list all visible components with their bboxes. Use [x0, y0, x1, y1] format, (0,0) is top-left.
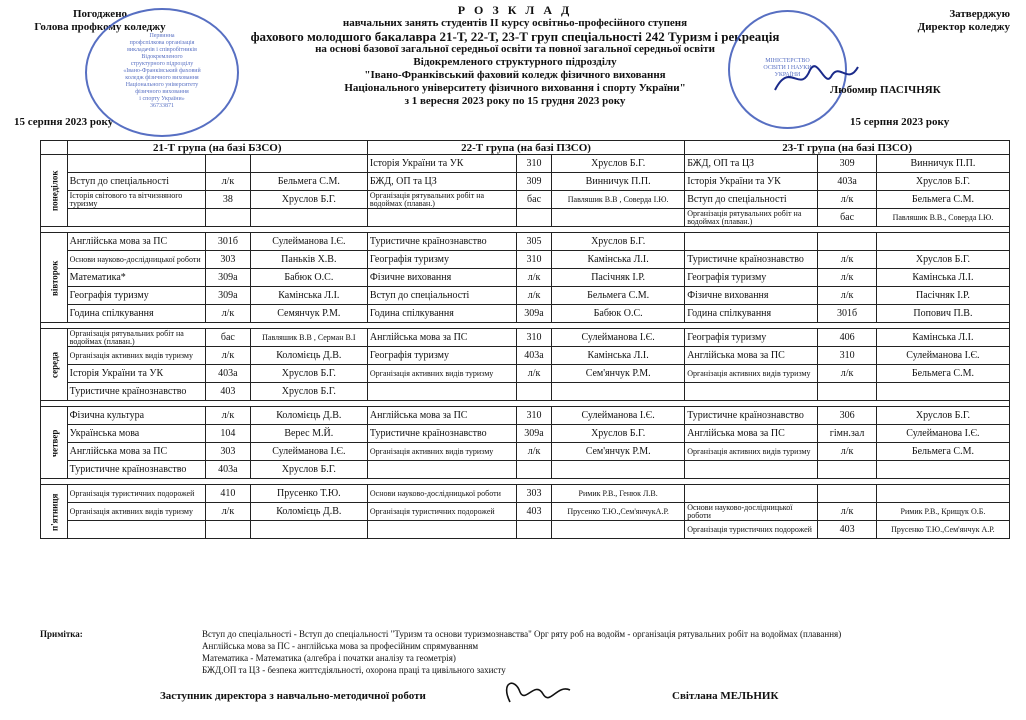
table-row: [41, 269, 1010, 287]
table-row: [41, 461, 1010, 479]
teacher-cell: Сулейманова І.Є.: [250, 233, 367, 251]
room-cell: 310: [516, 329, 551, 347]
teacher-cell: Паньків Х.В.: [250, 251, 367, 269]
teacher-cell: Бельмега С.М.: [552, 287, 685, 305]
teacher-cell: Бельмега С.М.: [876, 443, 1009, 461]
teacher-cell: Хруслов Б.Г.: [250, 191, 367, 209]
room-cell: 410: [206, 485, 251, 503]
teacher-cell: Хруслов Б.Г.: [250, 383, 367, 401]
teacher-cell: Винничук П.П.: [552, 173, 685, 191]
room-cell: 305: [516, 233, 551, 251]
room-cell: 309а: [516, 305, 551, 323]
subtitle-1: навчальних занять студентів II курсу освітньо-професійного ступеня: [342, 17, 688, 29]
subject-cell: [685, 383, 818, 401]
subject-cell: Туристичне країнознавство: [67, 461, 205, 479]
stamp-line: викладачів і співробітників: [127, 46, 197, 53]
subject-cell: [67, 521, 205, 539]
stamp-line: Первинна: [149, 32, 175, 39]
table-row: [41, 365, 1010, 383]
subject-cell: Основи науково-дослідницької роботи: [685, 503, 818, 521]
subject-cell: Географія туризму: [367, 251, 516, 269]
teacher-cell: Попович П.В.: [876, 305, 1009, 323]
subject-cell: Вступ до спеціальності: [67, 173, 205, 191]
teacher-cell: Камінська Л.І.: [876, 329, 1009, 347]
room-cell: 403а: [516, 347, 551, 365]
teacher-cell: Камінська Л.І.: [552, 251, 685, 269]
room-cell: 406: [818, 329, 877, 347]
teacher-cell: Бабюк О.С.: [552, 305, 685, 323]
stamp-line: і спорту України»: [139, 95, 185, 102]
teacher-cell: Хруслов Б.Г.: [876, 407, 1009, 425]
approval-left-line1: Погоджено: [72, 8, 128, 20]
college-stamp-text: МІНІСТЕРСТВО ОСВІТИ І НАУКИ УКРАЇНИ: [763, 58, 812, 78]
teacher-cell: Римик Р.В., Крищук О.Б.: [876, 503, 1009, 521]
teacher-cell: Сулейманова І.Є.: [876, 347, 1009, 365]
room-cell: бас: [818, 209, 877, 227]
note-line: Вступ до спеціальності - Вступ до спеціальності "Туризм та основи туризмознавства" Орг ряту роб на водойм - організація рятувальних робіт на водоймах (плавання): [202, 629, 842, 639]
room-cell: [516, 209, 551, 227]
room-cell: 310: [516, 407, 551, 425]
room-cell: 309: [516, 173, 551, 191]
room-cell: [516, 461, 551, 479]
table-row: [41, 191, 1010, 209]
stamp-line: 36733871: [150, 102, 174, 109]
teacher-cell: [552, 209, 685, 227]
subject-cell: Історія світового та вітчизняного туризму: [67, 191, 205, 209]
subject-cell: Англійська мова за ПС: [67, 233, 205, 251]
table-row: [41, 209, 1010, 227]
subject-cell: Вступ до спеціальності: [367, 287, 516, 305]
room-cell: л/к: [206, 173, 251, 191]
teacher-cell: Павляшик В.В , Серман В.І: [250, 329, 367, 347]
day-label: понеділок: [41, 155, 68, 227]
teacher-cell: Пасічняк І.Р.: [552, 269, 685, 287]
subject-cell: [67, 155, 205, 173]
teacher-cell: Верес М.Й.: [250, 425, 367, 443]
day-label: вівторок: [41, 233, 68, 323]
room-cell: гімн.зал: [818, 425, 877, 443]
teacher-cell: Сулейманова І.Є.: [552, 407, 685, 425]
room-cell: [206, 209, 251, 227]
room-cell: [516, 521, 551, 539]
subject-cell: Організація активних видів туризму: [67, 347, 205, 365]
room-cell: л/к: [516, 365, 551, 383]
subject-cell: Математика*: [67, 269, 205, 287]
room-cell: л/к: [818, 287, 877, 305]
subject-cell: Організація рятувальних робіт на водоймах (плаван.): [685, 209, 818, 227]
teacher-cell: [552, 383, 685, 401]
subject-cell: Англійська мова за ПС: [67, 443, 205, 461]
teacher-cell: Хруслов Б.Г.: [250, 365, 367, 383]
room-cell: 310: [516, 251, 551, 269]
room-cell: л/к: [818, 191, 877, 209]
room-cell: 38: [206, 191, 251, 209]
table-row: [41, 233, 1010, 251]
table-row: [41, 521, 1010, 539]
subject-cell: Англійська мова за ПС: [367, 329, 516, 347]
table-row: [41, 305, 1010, 323]
teacher-cell: [250, 209, 367, 227]
room-cell: бас: [516, 191, 551, 209]
teacher-cell: Павляшик В.В., Соверда І.Ю.: [876, 209, 1009, 227]
subject-cell: Англійська мова за ПС: [367, 407, 516, 425]
room-cell: л/к: [818, 443, 877, 461]
subject-cell: БЖД, ОП та ЦЗ: [685, 155, 818, 173]
subject-cell: Година спілкування: [67, 305, 205, 323]
room-cell: [818, 233, 877, 251]
teacher-cell: Бабюк О.С.: [250, 269, 367, 287]
teacher-cell: Сем'янчук Р.М.: [552, 443, 685, 461]
subject-cell: Англійська мова за ПС: [685, 347, 818, 365]
subtitle-6: Національного університету фізичного виховання і спорту України": [344, 82, 686, 94]
subject-cell: Основи науково-дослідницької роботи: [367, 485, 516, 503]
teacher-cell: Камінська Л.І.: [876, 269, 1009, 287]
subject-cell: Година спілкування: [685, 305, 818, 323]
subject-cell: Українська мова: [67, 425, 205, 443]
room-cell: л/к: [818, 365, 877, 383]
day-label: четвер: [41, 407, 68, 479]
subject-cell: Вступ до спеціальності: [685, 191, 818, 209]
teacher-cell: Хруслов Б.Г.: [876, 251, 1009, 269]
teacher-cell: [250, 521, 367, 539]
room-cell: 403а: [206, 461, 251, 479]
room-cell: 104: [206, 425, 251, 443]
room-cell: л/к: [516, 443, 551, 461]
subject-cell: Фізичне виховання: [367, 269, 516, 287]
subject-cell: Організація активних видів туризму: [685, 365, 818, 383]
teacher-cell: Павляшик В.В , Соверда І.Ю.: [552, 191, 685, 209]
teacher-cell: Хруслов Б.Г.: [250, 461, 367, 479]
room-cell: л/к: [206, 305, 251, 323]
subject-cell: Історія України та УК: [367, 155, 516, 173]
stamp-line: фізичного виховання: [135, 88, 189, 95]
room-cell: 303: [206, 251, 251, 269]
teacher-cell: Сулейманова І.Є.: [876, 425, 1009, 443]
teacher-cell: Коломієць Д.В.: [250, 347, 367, 365]
teacher-cell: Прусенко Т.Ю.: [250, 485, 367, 503]
subject-cell: Туристичне країнознавство: [685, 251, 818, 269]
subject-cell: Організація активних видів туризму: [67, 503, 205, 521]
table-row: [41, 503, 1010, 521]
room-cell: л/к: [818, 269, 877, 287]
room-cell: 303: [206, 443, 251, 461]
director-name: Любомир ПАСІЧНЯК: [830, 84, 941, 96]
teacher-cell: Сулейманова І.Є.: [552, 329, 685, 347]
day-label: середа: [41, 329, 68, 401]
room-cell: л/к: [516, 287, 551, 305]
teacher-cell: [876, 383, 1009, 401]
subject-cell: Година спілкування: [367, 305, 516, 323]
teacher-cell: Хруслов Б.Г.: [552, 233, 685, 251]
room-cell: 403а: [206, 365, 251, 383]
table-row: [41, 287, 1010, 305]
teacher-cell: Коломієць Д.В.: [250, 503, 367, 521]
teacher-cell: Бельмега С.М.: [876, 365, 1009, 383]
subject-cell: БЖД, ОП та ЦЗ: [367, 173, 516, 191]
teacher-cell: Прусенко Т.Ю.,Сем'янчукА.Р.: [552, 503, 685, 521]
subject-cell: Туристичне країнознавство: [367, 233, 516, 251]
room-cell: 301б: [206, 233, 251, 251]
schedule-table: [40, 140, 1010, 539]
subject-cell: [367, 383, 516, 401]
subtitle-4: Відокремленого структурного підрозділу: [413, 56, 617, 68]
teacher-cell: [876, 485, 1009, 503]
group-header-22t: 22-Т група (на базі ПЗСО): [367, 141, 684, 155]
subtitle-5: "Івано-Франківський фаховий коледж фізичного виховання: [364, 69, 666, 81]
subject-cell: Географія туризму: [685, 269, 818, 287]
note-line: Математика - Математика (алгебра і початки аналізу та геометрія): [202, 653, 456, 663]
room-cell: 306: [818, 407, 877, 425]
teacher-cell: Семянчук Р.М.: [250, 305, 367, 323]
subject-cell: Англійська мова за ПС: [685, 425, 818, 443]
table-row: [41, 383, 1010, 401]
room-cell: 403: [818, 521, 877, 539]
teacher-cell: [250, 155, 367, 173]
room-cell: 309: [818, 155, 877, 173]
stamp-line: профспілкова організація: [129, 39, 195, 46]
room-cell: 303: [516, 485, 551, 503]
teacher-cell: [876, 461, 1009, 479]
subject-cell: Організація рятувальних робіт на водоймах (плаван.): [67, 329, 205, 347]
room-cell: бас: [206, 329, 251, 347]
teacher-cell: Бельмега С.М.: [876, 191, 1009, 209]
subject-cell: Географія туризму: [67, 287, 205, 305]
teacher-cell: Римик Р.В., Генюк Л.В.: [552, 485, 685, 503]
subject-cell: Організація активних видів туризму: [685, 443, 818, 461]
room-cell: 309а: [516, 425, 551, 443]
subject-cell: Туристичне країнознавство: [67, 383, 205, 401]
subject-cell: Фізичне виховання: [685, 287, 818, 305]
room-cell: л/к: [206, 347, 251, 365]
teacher-cell: Коломієць Д.В.: [250, 407, 367, 425]
subject-cell: [685, 461, 818, 479]
teacher-cell: Хруслов Б.Г.: [876, 173, 1009, 191]
subject-cell: Географія туризму: [685, 329, 818, 347]
table-row: [41, 329, 1010, 347]
table-row: [41, 173, 1010, 191]
teacher-cell: Сем'янчук Р.М.: [552, 365, 685, 383]
subject-cell: Організація рятувальних робіт на водоймах (плаван.): [367, 191, 516, 209]
room-cell: 301б: [818, 305, 877, 323]
room-cell: 403а: [818, 173, 877, 191]
teacher-cell: Камінська Л.І.: [552, 347, 685, 365]
room-cell: [818, 383, 877, 401]
subject-cell: [67, 209, 205, 227]
day-header: [41, 141, 68, 155]
room-cell: 310: [516, 155, 551, 173]
group-header-23t: 23-Т група (на базі ПЗСО): [685, 141, 1010, 155]
approval-right-line2: Директор коледжу: [917, 21, 1010, 33]
room-cell: [818, 461, 877, 479]
footer-role: Заступник директора з навчально-методичної роботи: [160, 690, 426, 702]
teacher-cell: Сулейманова І.Є.: [250, 443, 367, 461]
room-cell: 309а: [206, 269, 251, 287]
subject-cell: Географія туризму: [367, 347, 516, 365]
subject-cell: Історія України та УК: [67, 365, 205, 383]
room-cell: [818, 485, 877, 503]
subject-cell: Організація активних видів туризму: [367, 443, 516, 461]
table-row: [41, 251, 1010, 269]
stamp-line: «Івано-Франківський фаховий: [123, 67, 201, 74]
group-header-21t: 21-Т група (на базі БЗСО): [67, 141, 367, 155]
subject-cell: Організація туристичних подорожей: [685, 521, 818, 539]
teacher-cell: Бельмега С.М.: [250, 173, 367, 191]
subject-cell: [685, 233, 818, 251]
subtitle-7: з 1 вересня 2023 року по 15 грудня 2023 року: [404, 95, 626, 107]
subject-cell: Фізична культура: [67, 407, 205, 425]
teacher-cell: Камінська Л.І.: [250, 287, 367, 305]
subject-cell: [367, 209, 516, 227]
subject-cell: Історія України та УК: [685, 173, 818, 191]
room-cell: 403: [516, 503, 551, 521]
teacher-cell: [876, 233, 1009, 251]
note-line: БЖД,ОП та ЦЗ - безпека життєдіяльності, охорона праці та цивільного захисту: [202, 665, 506, 675]
note-line: Англійська мова за ПС - англійська мова за професійним спрямуванням: [202, 641, 479, 651]
subject-cell: [367, 521, 516, 539]
table-row: [41, 425, 1010, 443]
subject-cell: [367, 461, 516, 479]
subject-cell: Основи науково-дослідницької роботи: [67, 251, 205, 269]
teacher-cell: Хруслов Б.Г.: [552, 425, 685, 443]
stamp-line: структурного підрозділу: [130, 60, 194, 67]
subject-cell: Туристичне країнознавство: [685, 407, 818, 425]
room-cell: л/к: [818, 503, 877, 521]
room-cell: [516, 383, 551, 401]
subject-cell: [685, 485, 818, 503]
room-cell: л/к: [206, 503, 251, 521]
room-cell: л/к: [206, 407, 251, 425]
room-cell: 309а: [206, 287, 251, 305]
teacher-cell: Пасічняк І.Р.: [876, 287, 1009, 305]
table-row: [41, 155, 1010, 173]
teacher-cell: [552, 461, 685, 479]
footer-name: Світлана МЕЛЬНИК: [672, 690, 779, 702]
teacher-cell: Хруслов Б.Г.: [552, 155, 685, 173]
approval-right-line1: Затверджую: [949, 8, 1010, 20]
room-cell: л/к: [516, 269, 551, 287]
table-row: [41, 443, 1010, 461]
approval-left-date: 15 серпня 2023 року: [14, 116, 114, 128]
day-label: п'ятниця: [41, 485, 68, 539]
subject-cell: Організація активних видів туризму: [367, 365, 516, 383]
room-cell: 403: [206, 383, 251, 401]
room-cell: [206, 155, 251, 173]
subject-cell: Організація туристичних подорожей: [67, 485, 205, 503]
approval-right-date: 15 серпня 2023 року: [850, 116, 950, 128]
deputy-signature: [495, 672, 575, 712]
table-row: [41, 407, 1010, 425]
teacher-cell: [552, 521, 685, 539]
stamp-line: коледж фізичного виховання: [125, 74, 199, 81]
stamp-line: Відокремленого: [141, 53, 183, 60]
table-row: [41, 347, 1010, 365]
room-cell: [206, 521, 251, 539]
room-cell: 310: [818, 347, 877, 365]
table-row: [41, 485, 1010, 503]
subtitle-2: фахового молодшого бакалавра 21-Т, 22-Т, 23-Т груп спеціальності 242 Туризм і рекреація: [250, 29, 780, 44]
subject-cell: Туристичне країнознавство: [367, 425, 516, 443]
approval-left-line2: Голова профкому коледжу: [34, 21, 166, 33]
teacher-cell: Винничук П.П.: [876, 155, 1009, 173]
room-cell: л/к: [818, 251, 877, 269]
teacher-cell: Прусенко Т.Ю.,Сем'янчук А.Р.: [876, 521, 1009, 539]
stamp-line: Національного університету: [125, 81, 199, 88]
notes-label: Примітка:: [40, 629, 83, 639]
subtitle-3: на основі базової загальної середньої освіти та повної загальної середньої освіти: [315, 43, 715, 55]
document-title: Р О З К Л А Д: [457, 3, 573, 17]
subject-cell: Організація туристичних подорожей: [367, 503, 516, 521]
